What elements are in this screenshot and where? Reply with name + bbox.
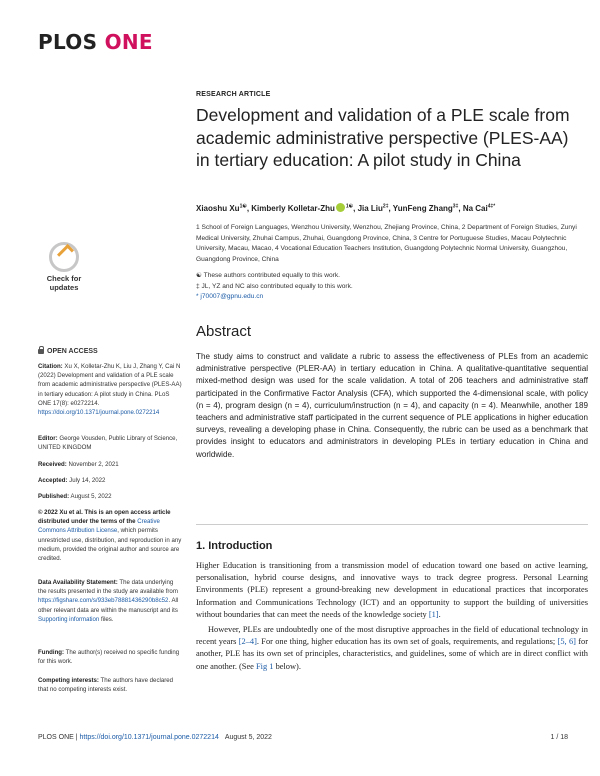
accepted-date: Accepted: July 14, 2022 [38, 477, 106, 484]
article-title: Development and validation of a PLE scale from academic administrative perspective (PLES-AA) in tertiary education: A pilot study in China [196, 105, 570, 170]
reference-link[interactable]: [5, 6] [557, 637, 576, 647]
figshare-link[interactable]: https://figshare.com/s/933eb78881436290b8c52 [38, 597, 169, 605]
section-divider [196, 524, 588, 525]
also-contribution-note: ‡ JL, YZ and NC also contributed equally to this work. [196, 282, 353, 290]
open-lock-icon [38, 349, 44, 354]
supporting-info-link[interactable]: Supporting information [38, 615, 100, 623]
check-mark-icon [49, 242, 79, 272]
copyright-block: © 2022 Xu et al. This is an open access article distributed under the terms of the Creative Commons Attribution License, which permits unrestricted use, distribution, and reproduction in any medium, provided the original author and source are credited. [38, 509, 182, 563]
competing-interests-block: Competing interests: The authors have declared that no competing interests exist. [38, 677, 174, 694]
citation-doi-link[interactable]: https://doi.org/10.1371/journal.pone.0272214 [38, 409, 160, 417]
intro-paragraph: Higher Education is transitioning from a transmission model of education toward one based on active learning, personalisation, hybrid course designs, and innovative ways to track degree progress. Personal Learning Environments (PLE) represent a ground-breaking new development in educational practices that incorporates Information and Communications Technology (ICT) and an opportunity to support the building of universities without boundaries that can meet the needs of the knowledge society [1]. [196, 561, 588, 619]
received-date: Received: November 2, 2021 [38, 461, 119, 468]
equal-contribution-note: ☯ These authors contributed equally to this work. [196, 272, 340, 279]
footer-doi-link[interactable]: https://doi.org/10.1371/journal.pone.0272214 [79, 734, 219, 741]
article-type: RESEARCH ARTICLE [196, 91, 271, 98]
editor-block: Editor: George Vousden, Public Library of Science, UNITED KINGDOM [38, 435, 178, 452]
affiliations: 1 School of Foreign Languages, Wenzhou University, Wenzhou, Zhejiang Province, China, 2 Department of Foreign Studies, Zunyi Medical University, Zhuhai Campus, Zhuhai, Guangdong Province, China, 3 Centre for Portuguese Studies, Macau Polytechnic University, Macau, Macao, 4 Vocational Education Teachers Institution, Guangdong Polytechnic Normal University, Guangzhou, Guangdong Province, China [196, 224, 577, 263]
figure-link[interactable]: Fig 1 [256, 661, 274, 671]
author-name[interactable]: Kimberly Kolletar-Zhu [251, 204, 335, 213]
corresponding-email-link[interactable]: * j70007@gpnu.edu.cn [196, 293, 264, 300]
footer-journal: PLOS ONE [38, 734, 74, 741]
data-availability-block: Data Availability Statement: The data underlying the results presented in the study are available from https://figshare.com/s/933eb78881436290b8c52. All other relevant data are within the manuscript and its Supporting information files. [38, 579, 179, 623]
check-for-updates-badge[interactable]: Check for updates [38, 242, 90, 298]
open-access-label: OPEN ACCESS [38, 348, 98, 355]
author-name[interactable]: Jia Liu [357, 204, 383, 213]
license-link[interactable]: Creative Commons Attribution License [38, 518, 160, 535]
page-number: 1 / 18 [550, 734, 568, 741]
published-date: Published: August 5, 2022 [38, 493, 112, 500]
orcid-icon[interactable] [336, 203, 345, 212]
author-list: Xiaoshu $Xu^{1☯}$, Kimberly Kolletar-Zhu $^{1☯}$, Jia Liu$^{2\ddagger}$, YunFeng Zhang$^{3\ddagger}$, Na Cai$^{4\ddagger*}$ [196, 203, 496, 213]
abstract-heading: Abstract [196, 323, 252, 340]
author-notes [196, 271, 576, 303]
intro-paragraph: However, PLEs are undoubtedly one of the most disruptive approaches in the field of educational technology in recent years [2–4]. For one thing, higher education has its own set of goals, requirements, and regulations; [5, 6] for another, PLE has its own set of principles, characteristics, and guidelines, some of which are in direct conflict with one another. (See Fig 1 below). [196, 625, 589, 671]
funding-block: Funding: The author(s) received no specific funding for this work. [38, 649, 180, 666]
abstract-text: The study aims to construct and validate a rubric to assess the effectiveness of PLEs from an academic administrative perspective (PLER-AA) in tertiary education in China. A qualitative-quantitative sequential mixed-method design was used for the scale validation. A total of 206 teachers and administrative staff participated in the Confirmative Factor Analysis (CFA), which supported the 4-dimensional scale, with policy (n = 4), program design (n = 4), curriculum/instruction (n = 4), and capacity (n = 4). Meanwhile, another 189 teachers and administrative staff participated in the current sequence of PLE applications in higher education surveys, revealing a developing phase in China. Consequently, the rubric can be used as a benchmark that provides insight to educators and administrators in developing PLEs in tertiary education in China and worldwide. [196, 352, 588, 459]
author-name[interactable]: YunFeng Zhang [392, 204, 453, 213]
reference-link[interactable]: [2–4] [238, 637, 257, 647]
author-name[interactable]: Xiaoshu Xu [196, 204, 240, 213]
journal-logo: PLOS ONE [38, 30, 153, 54]
reference-link[interactable]: [1] [428, 609, 439, 619]
citation-block: Citation: Xu X, Kolletar-Zhu K, Liu J, Zhang Y, Cai N (2022) Development and validation of a PLE scale from academic administrative perspective (PLES-AA) in tertiary education: A pilot study in China. PLoS ONE 17(8): e0272214. https://doi.org/10.1371/journal.pone.0272214 [38, 363, 182, 417]
introduction-heading: 1. Introduction [196, 540, 273, 552]
author-name[interactable]: Na Cai [462, 204, 488, 213]
page-footer: PLOS ONE | https://doi.org/10.1371/journal.pone.0272214 August 5, 2022 1 / 18 [38, 734, 568, 741]
introduction-body [196, 560, 588, 673]
